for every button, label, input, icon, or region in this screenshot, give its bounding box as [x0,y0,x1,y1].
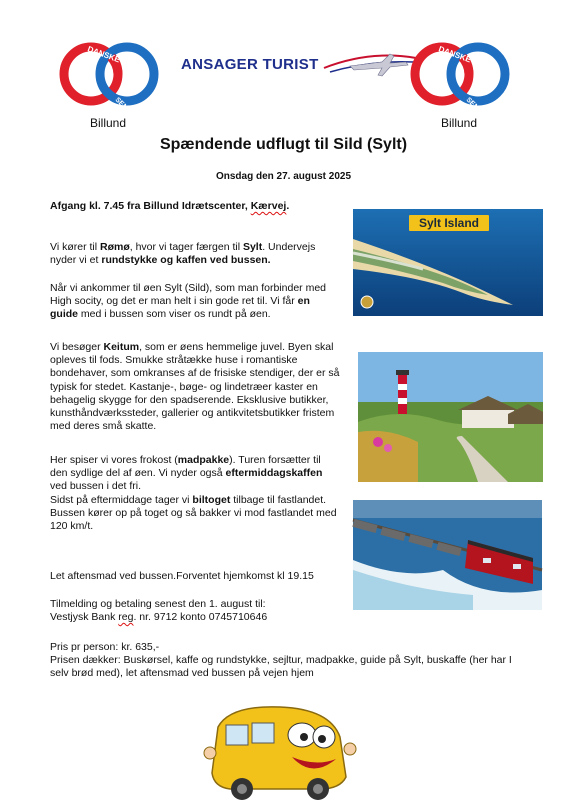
paragraph-price: Pris pr person: kr. 635,- Prisen dækker: Buskørsel, kaffe og rundstykke, sejltur, madpakke, guide på Sylt, buskaffe (her har I selv brød med), let aftensmad ved bussen på vejen hjem [50,641,512,680]
brand-name: ANSAGER TURIST [181,56,319,73]
logo-right-caption: Billund [440,116,478,130]
paragraph-dinner: Let aftensmad ved bussen.Forventet hjemkomst kl 19.15 [50,570,314,582]
logo-ring-bottom: SENIORER [464,96,496,128]
paragraph-route: Vi kører til Rømø, hvor vi tager færgen til Sylt. Undervejs nyder vi et rundstykke og kaffen ved bussen. [50,241,316,267]
logo-ring-bottom: SENIORER [113,96,145,128]
car-train-photo [353,500,542,610]
paragraph-arrival: Når vi ankommer til øen Sylt (Sild), som man forbinder med High socity, og det er man helt i sin gode ret til. Vi får en guide med i bussen som viser os rundt på øen. [50,282,326,321]
cartoon-bus-image [200,697,360,801]
paragraph-lunch: Her spiser vi vores frokost (madpakke). Turen forsætter til den sydlige del af øen. Vi nyder også eftermiddagskaffen ved bussen i det fri. Sidst på eftermiddage tager vi biltoget tilbage til fastlandet. Bussen kører op på toget og så bakker vi mod fastlandet med 120 km/t. [50,454,337,533]
logo-left-caption: Billund [89,116,127,130]
departure-suffix: . [286,200,290,212]
paragraph-payment: Tilmelding og betaling senest den 1. august til: Vestjysk Bank reg. nr. 9712 konto 0745710646 [50,598,268,624]
paragraph-keitum: Vi besøger Keitum, som er øens hemmelige juvel. Byen skal opleves til fods. Smukke stråtække huse i romantiske bondehaver, som omkranses af de frisiske stendiger, der er så typisk for stedet. Kastanje-, bøge- og lindetræer kaster en behagelig skygge for den spadserende. Eksklusive butikker, kunsthåndværkssteder, gallerier og antikvitetsbutikker fristem med deres små skatte. [50,341,340,433]
page-title: Spændende udflugt til Sild (Sylt) [159,136,408,153]
logo-ring-top: DANSKE [437,44,473,65]
sylt-island-label: Sylt Island [418,216,480,230]
lighthouse-photo [358,352,543,482]
logo-ring-top: DANSKE [86,44,122,65]
trip-date: Onsdag den 27. august 2025 [215,171,352,182]
departure-text: Afgang kl. 7.45 fra Billund Idrætscenter, [50,200,251,212]
departure-street: Kærvej [250,200,287,212]
sylt-island-photo [353,209,543,316]
